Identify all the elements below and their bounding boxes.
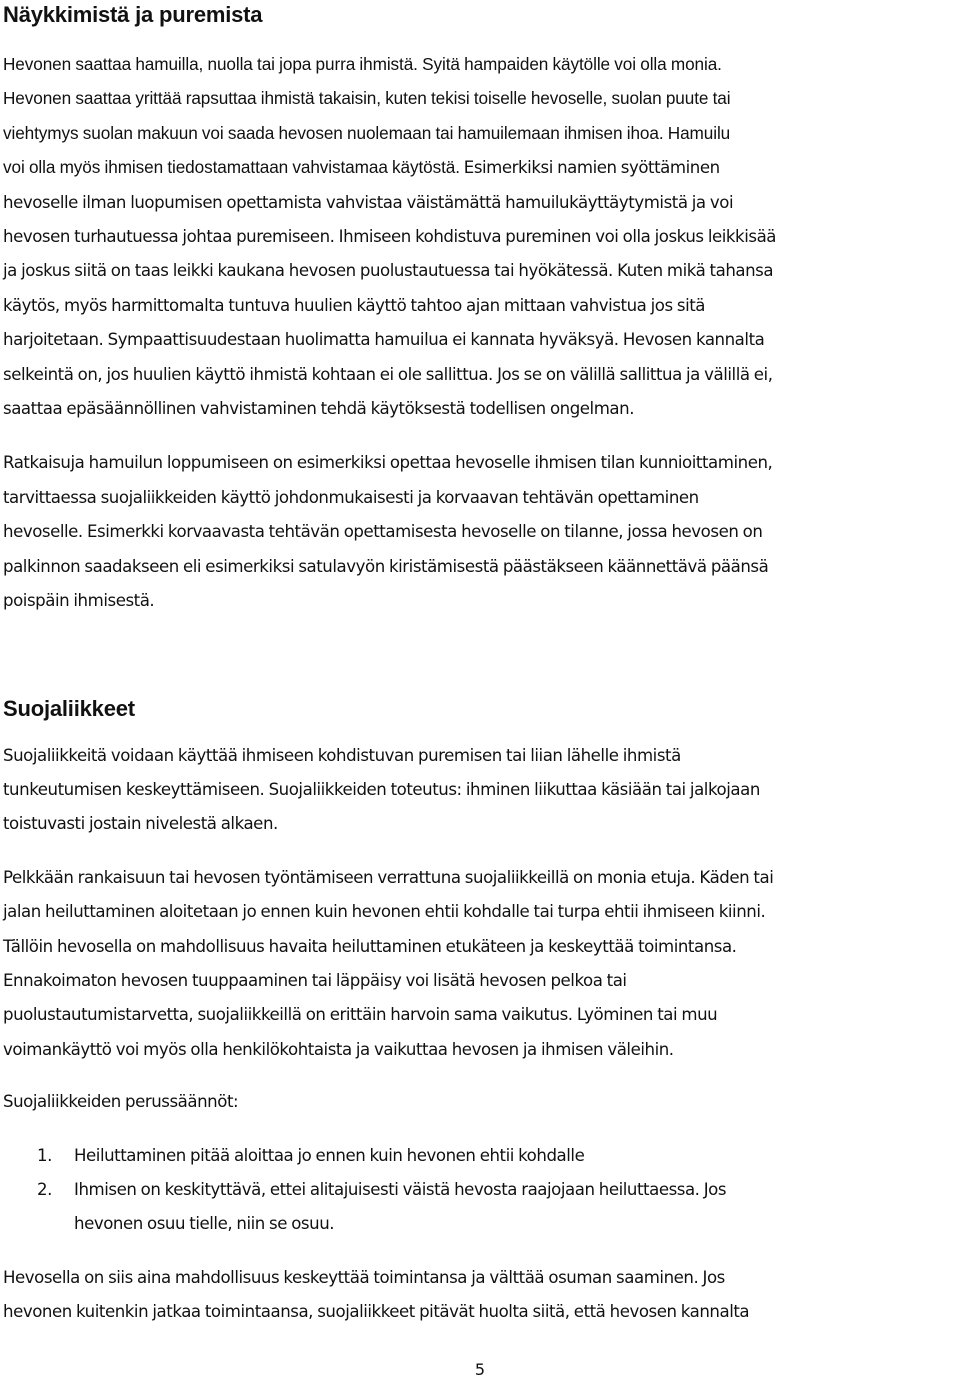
text-line: tarvittaessa suojaliikkeiden käyttö johdonmukaisesti ja korvaavan tehtävän opettaminen [3,487,699,507]
text-line: Hevosella on siis aina mahdollisuus keskeyttää toimintansa ja välttää osuman saaminen. Jos [3,1267,725,1287]
text-line-mixed [3,150,954,185]
text-line: jalan heiluttaminen aloitetaan jo ennen kuin hevonen ehtii kohdalle tai turpa ehtii ihmiseen kiinni. [3,902,766,922]
text-line: Suojaliikkeitä voidaan käyttää ihmiseen kohdistuvan puremisen tai liian lähelle ihmistä [3,745,681,765]
paragraph-protective-intro [3,739,954,842]
text-line: Heiluttaminen pitää aloittaa jo ennen kuin hevonen ehtii kohdalle [74,1145,585,1165]
text-line: palkinnon saadakseen eli esimerkiksi satulavyön kiristämisestä päästäkseen käännettävä päänsä [3,556,769,576]
text-line: käytös, myös harmittomalta tuntuva huulien käyttö tahtoo ajan mittaan vahvistua jos sitä [3,295,706,315]
text-line: Hevonen saattaa hamuilla, nuolla tai jopa purra ihmistä. Syitä hampaiden käytölle voi olla monia. [3,54,722,74]
list-number: 2. [37,1179,52,1199]
page-number: 5 [474,1360,486,1379]
section-title-protective-movements: Suojaliikkeet [3,695,135,721]
text-line: puolustautumistarvetta, suojaliikkeillä on erittäin harvoin sama vaikutus. Lyöminen tai muu [3,1005,718,1025]
rules-heading: Suojaliikkeiden perussäännöt: [3,1092,239,1112]
section-title-nipping: Näykkimistä ja puremista [3,2,263,27]
text-line: Ennakoimaton hevosen tuuppaaminen tai läppäisy voi lisätä hevosen pelkoa tai [3,970,627,990]
paragraph-rules-heading [3,1085,954,1119]
text-line: hevosen turhautuessa johtaa puremiseen. Ihmiseen kohdistuva pureminen voi olla joskus leikkisää [3,227,777,247]
text-line: poispäin ihmisestä. [3,591,155,611]
text-line: toistuvasti jostain nivelestä alkaen. [3,814,278,834]
text-line: Ratkaisuja hamuilun loppumiseen on esimerkiksi opettaa hevoselle ihmisen tilan kunnioittaminen, [3,453,773,473]
text-line: voimankäyttö voi myös olla henkilökohtaista ja vaikuttaa hevosen ja ihmisen väleihin. [3,1039,674,1059]
text-line: Tällöin hevosella on mahdollisuus havaita heiluttaminen etukäteen ja keskeyttää toimintansa. [3,936,737,956]
paragraph-nipping-solutions [3,446,954,618]
paragraph-protective-benefits [3,861,954,1067]
text-line: Hevonen saattaa yrittää rapsuttaa ihmistä takaisin, kuten tekisi toiselle hevoselle, suolan puute tai [3,88,731,109]
list-item [3,1173,954,1242]
text-segment: voi olla myös ihmisen tiedostamattaan vahvistamaa käytöstä. [3,157,460,178]
text-line: Pelkkään rankaisuun tai hevosen työntämiseen verrattuna suojaliikkeillä on monia etuja. Käden tai [3,867,774,887]
rules-list [3,1139,954,1242]
text-line: hevoselle ilman luopumisen opettamista vahvistaa väistämättä hamuilukäyttäytymistä ja voi [3,192,734,212]
text-line: hevonen kuitenkin jatkaa toimintaansa, suojaliikkeet pitävät huolta siitä, että hevosen kannalta [3,1302,750,1322]
text-line: hevonen osuu tielle, niin se osuu. [74,1214,335,1234]
text-line: ja joskus siitä on taas leikki kaukana hevosen puolustautuessa tai hyökätessä. Kuten mikä tahansa [3,261,774,281]
text-line: tunkeutumisen keskeyttämiseen. Suojaliikkeiden toteutus: ihminen liikuttaa käsiään tai jalkojaan [3,779,760,799]
list-item [3,1139,954,1173]
text-segment: Esimerkiksi namien syöttäminen [463,158,720,178]
text-line: viehtymys suolan makuun voi saada hevosen nuolemaan tai hamuilemaan ihmisen ihoa. Hamuilu [3,122,731,143]
text-line: hevoselle. Esimerkki korvaavasta tehtävän opettamisesta hevoselle on tilanne, jossa hevosen on [3,522,763,542]
list-number: 1. [37,1145,52,1165]
text-line: Ihmisen on keskityttävä, ettei alitajuisesti väistä hevosta raajojaan heiluttaessa. Jos [74,1179,727,1199]
text-line: saattaa epäsäännöllinen vahvistaminen tehdä käytöksestä todellisen ongelman. [3,399,635,419]
paragraph-protective-conclusion [3,1261,954,1330]
text-line: harjoitetaan. Sympaattisuudestaan huolimatta hamuilua ei kannata hyväksyä. Hevosen kannalta [3,330,765,350]
text-line: selkeintä on, jos huulien käyttö ihmistä kohtaan ei ole sallittua. Jos se on välillä sallittua ja välillä ei, [3,364,773,384]
paragraph-nipping-causes [3,47,954,426]
